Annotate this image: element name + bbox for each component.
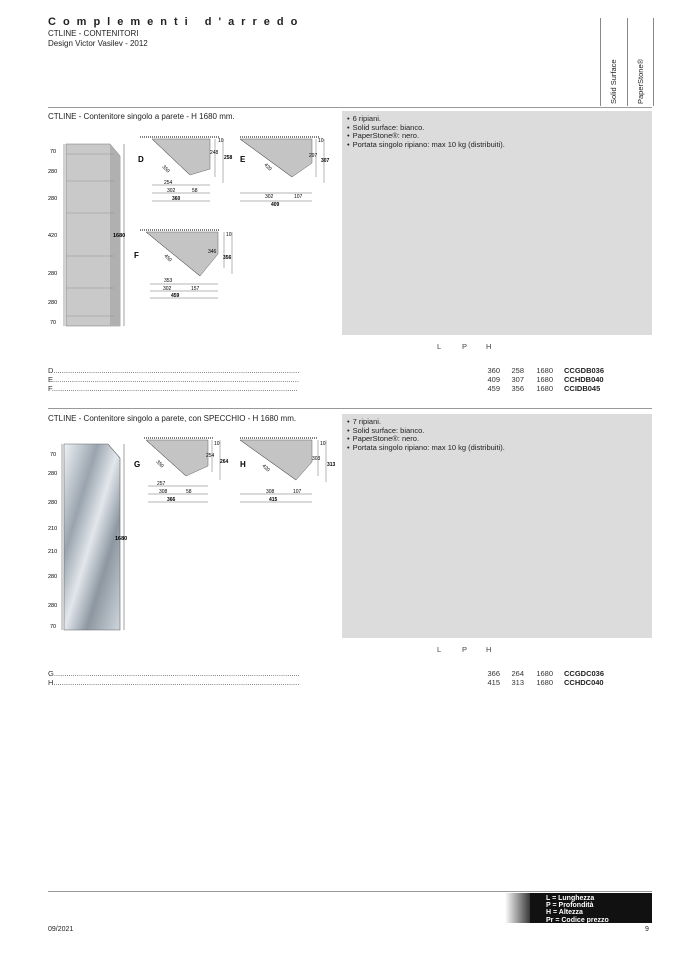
table-row: F...................................................................................................................... 459 356 1680 CCIDB045 bbox=[48, 384, 601, 393]
plan-b1: 353 bbox=[164, 278, 173, 284]
elev-label: 210 bbox=[48, 549, 58, 555]
plan-total: 360 bbox=[172, 196, 181, 202]
plan-b1: 257 bbox=[157, 481, 166, 487]
elev-label: 280 bbox=[48, 500, 58, 506]
row-code: CCGDC036 bbox=[564, 669, 605, 678]
header-l: L bbox=[437, 342, 442, 351]
plan-depth1: 303 bbox=[312, 456, 321, 462]
plan-letter: H bbox=[240, 460, 246, 469]
header-h: H bbox=[486, 645, 492, 654]
plan-h-drawing bbox=[232, 432, 347, 512]
footer-divider bbox=[48, 891, 652, 892]
plan-letter: G bbox=[134, 460, 141, 469]
plan-depth2: 307 bbox=[321, 158, 330, 164]
row-h: 1680 bbox=[536, 366, 553, 375]
row-code: CCHDC040 bbox=[564, 678, 604, 687]
row-p: 307 bbox=[511, 375, 524, 384]
plan-g-drawing bbox=[130, 432, 240, 512]
row-p: 313 bbox=[511, 678, 524, 687]
plan-top: 10 bbox=[226, 232, 232, 238]
elev-label: 280 bbox=[48, 471, 58, 477]
column-divider bbox=[627, 18, 628, 106]
table-row: D...................................................................................................................... 360 258 1680 CCGDB036 bbox=[48, 366, 605, 375]
bullet-item: • Portata singolo ripiano: max 10 kg (distribuiti). bbox=[347, 444, 505, 453]
plan-depth2: 258 bbox=[224, 155, 233, 161]
plan-top: 10 bbox=[214, 441, 220, 447]
plan-d-drawing bbox=[130, 125, 240, 210]
column-divider bbox=[653, 18, 654, 106]
row-code: CCHDB040 bbox=[564, 375, 604, 384]
plan-b2: 302 bbox=[163, 286, 172, 292]
section1-elevation-drawing bbox=[44, 136, 134, 331]
plan-depth1: 297 bbox=[309, 153, 318, 159]
row-h: 1680 bbox=[536, 384, 553, 393]
plan-b3: 157 bbox=[191, 286, 200, 292]
row-name: E bbox=[48, 375, 54, 384]
header-p: P bbox=[462, 342, 468, 351]
row-p: 258 bbox=[511, 366, 524, 375]
elev-height: 1680 bbox=[115, 536, 128, 542]
elev-label: 420 bbox=[48, 233, 58, 239]
page-title: Complementi d'arredo bbox=[48, 16, 305, 28]
bullet-item: • Solid surface: bianco. bbox=[347, 427, 505, 436]
elev-label: 280 bbox=[48, 196, 58, 202]
plan-total: 409 bbox=[271, 202, 280, 208]
plan-letter: D bbox=[138, 155, 144, 164]
row-name: G bbox=[48, 669, 54, 678]
elev-label: 280 bbox=[48, 300, 58, 306]
plan-depth2: 313 bbox=[327, 462, 336, 468]
row-h: 1680 bbox=[536, 669, 553, 678]
bullet-item: • PaperStone®: nero. bbox=[347, 435, 505, 444]
legend-item: L = Lunghezza bbox=[546, 895, 595, 902]
col-label-solid-surface: Solid Surface bbox=[609, 59, 618, 104]
plan-b3: 58 bbox=[192, 188, 198, 194]
section1-title: CTLINE - Contenitore singolo a parete - H 1680 mm. bbox=[48, 112, 235, 121]
legend-item: H = Altezza bbox=[546, 909, 583, 917]
row-l: 409 bbox=[487, 375, 500, 384]
plan-top: 10 bbox=[218, 138, 224, 144]
plan-depth1: 254 bbox=[206, 453, 215, 459]
plan-b3: 107 bbox=[294, 194, 303, 200]
plan-diag: 350 bbox=[160, 164, 171, 175]
plan-b2: 302 bbox=[167, 188, 176, 194]
bullet-item: • PaperStone®: nero. bbox=[347, 132, 505, 141]
plan-top: 10 bbox=[318, 138, 324, 144]
plan-b3: 58 bbox=[186, 489, 192, 495]
plan-diag: 350 bbox=[154, 459, 165, 470]
plan-diag: 420 bbox=[262, 162, 273, 173]
plan-b3: 107 bbox=[293, 489, 302, 495]
header-l: L bbox=[437, 645, 442, 654]
elev-label: 280 bbox=[48, 271, 58, 277]
col-label-paperstone: PaperStone® bbox=[636, 58, 645, 104]
plan-total: 459 bbox=[171, 293, 180, 299]
row-l: 459 bbox=[487, 384, 500, 393]
plan-total: 415 bbox=[269, 497, 278, 503]
plan-b1: 254 bbox=[164, 180, 173, 186]
row-name: D bbox=[48, 366, 54, 375]
bullet-item: • 7 ripiani. bbox=[347, 418, 505, 427]
plan-diag: 450 bbox=[162, 253, 173, 264]
plan-diag: 420 bbox=[260, 463, 271, 474]
plan-e-drawing bbox=[232, 125, 342, 210]
elev-label: 210 bbox=[48, 526, 58, 532]
column-divider bbox=[600, 18, 601, 106]
row-l: 360 bbox=[487, 366, 500, 375]
plan-depth2: 264 bbox=[220, 459, 229, 465]
footer-date: 09/2021 bbox=[48, 926, 74, 933]
elev-label: 280 bbox=[48, 169, 58, 175]
elev-label: 280 bbox=[48, 574, 58, 580]
elev-label: 70 bbox=[50, 452, 57, 458]
elev-label: 70 bbox=[50, 149, 57, 155]
header-h: H bbox=[486, 342, 492, 351]
plan-letter: F bbox=[134, 251, 139, 260]
section2-bullets bbox=[347, 418, 505, 452]
row-code: CCGDB036 bbox=[564, 366, 605, 375]
row-code: CCIDB045 bbox=[564, 384, 601, 393]
plan-b2: 308 bbox=[266, 489, 275, 495]
section2-elevation-drawing bbox=[44, 438, 134, 633]
plan-f-drawing bbox=[130, 224, 245, 304]
page-subtitle: CTLINE - CONTENITORI bbox=[48, 29, 139, 38]
row-l: 415 bbox=[487, 678, 500, 687]
plan-letter: E bbox=[240, 155, 246, 164]
row-l: 366 bbox=[487, 669, 500, 678]
plan-b2: 302 bbox=[265, 194, 274, 200]
elev-height: 1680 bbox=[113, 233, 126, 239]
plan-depth2: 356 bbox=[223, 255, 232, 261]
header-p: P bbox=[462, 645, 468, 654]
bullet-item: • Portata singolo ripiano: max 10 kg (distribuiti). bbox=[347, 141, 505, 150]
plan-top: 10 bbox=[320, 441, 326, 447]
section-divider bbox=[48, 408, 652, 409]
bullet-item: • Solid surface: bianco. bbox=[347, 124, 505, 133]
row-p: 356 bbox=[511, 384, 524, 393]
plan-b2: 308 bbox=[159, 489, 168, 495]
legend-box bbox=[530, 893, 652, 923]
plan-total: 366 bbox=[167, 497, 176, 503]
section2-title: CTLINE - Contenitore singolo a parete, con SPECCHIO - H 1680 mm. bbox=[48, 414, 297, 423]
design-credit: Design Victor Vasilev - 2012 bbox=[48, 39, 148, 48]
section-divider bbox=[48, 107, 652, 108]
page-number: 9 bbox=[645, 926, 649, 933]
bullet-item: • 6 ripiani. bbox=[347, 115, 505, 124]
table-row: G...................................................................................................................... 366 264 1680 CCGDC036 bbox=[48, 669, 605, 678]
legend-item: P = Profondità bbox=[546, 902, 594, 910]
row-name: H bbox=[48, 678, 54, 687]
elev-label: 70 bbox=[50, 320, 57, 326]
plan-depth1: 248 bbox=[210, 150, 219, 156]
row-p: 264 bbox=[511, 669, 524, 678]
row-h: 1680 bbox=[536, 678, 553, 687]
section1-bullets bbox=[347, 115, 505, 149]
table-row: E...................................................................................................................... 409 307 1680 CCHDB040 bbox=[48, 375, 604, 384]
row-name: F bbox=[48, 384, 52, 393]
table-row: H...................................................................................................................... 415 313 1680 CCHDC040 bbox=[48, 678, 604, 687]
row-h: 1680 bbox=[536, 375, 553, 384]
elev-label: 70 bbox=[50, 624, 57, 630]
legend-item: Pr = Codice prezzo bbox=[546, 916, 609, 924]
plan-depth1: 346 bbox=[208, 249, 217, 255]
elev-label: 280 bbox=[48, 603, 58, 609]
